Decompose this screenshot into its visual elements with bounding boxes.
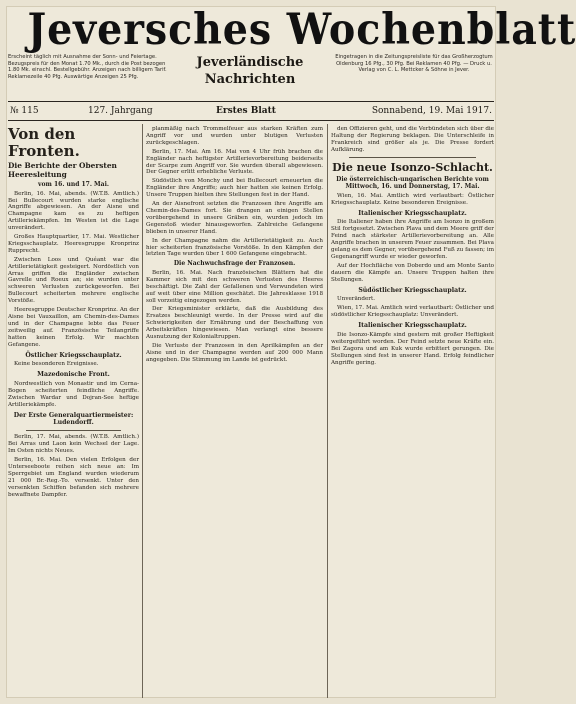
paragraph: In der Champagne nahm die Artillerietätigkeit zu. Auch hier scheiterten französische Vorstöße. In den Kämpfen der letzten Tage wurden über 1 600 Gefangene eingebracht. [146, 237, 323, 258]
section-heading: Südöstlicher Kriegsschauplatz. [358, 286, 467, 294]
divider [26, 430, 121, 431]
signature-line: Der Erste Generalquartiermeister: Ludendorff. [13, 411, 134, 427]
paragraph: Nordwestlich von Monastir und im Cerna-Bogen scheiterten feindliche Angriffe. Zwischen Wardar und Dojran-See heftige Artilleriekämpfe. [8, 381, 139, 408]
paragraph: Südöstlich von Monchy und bei Bullecourt erneuerten die Engländer ihre Angriffe; auch hier hatten sie keinen Erfolg. Unsere Truppen hielten ihre Stellungen fest in der Hand. [146, 178, 323, 199]
paragraph: Unverändert. [337, 296, 375, 303]
newspaper-page [6, 5, 576, 698]
masthead-subhead [8, 54, 494, 98]
paragraph: Heeresgruppe Deutscher Kronprinz. An der Aisne bei Vauxaillon, am Chemin-des-Dames und in der Champagne lebte das Feuer zeitweilig auf. Französische Teilangriffe hatten keinen Erfolg. Wir machten Gefangene. [8, 307, 139, 348]
paragraph: Auf der Hochfläche von Doberdo und am Monte Santo dauern die Kämpfe an. Unsere Truppen halten ihre Stellungen. [331, 262, 494, 283]
column-divider-1 [142, 124, 143, 698]
column-divider-2 [327, 124, 328, 698]
column-1 [8, 126, 139, 696]
paragraph: Keine besonderen Ereignisse. [14, 361, 99, 368]
column-2 [146, 126, 323, 696]
divider [349, 157, 476, 158]
paragraph: Berlin, 16. Mai, abends. (W.T.B. Amtlich.) Bei Bullecourt wurden starke englische Angriffe abgewiesen. An der Aisne und Champagne kam es zu heftigen Artilleriekämpfen. Im Westen ist die Lage unverändert. [8, 190, 139, 232]
paragraph: Wien, 16. Mai. Amtlich wird verlautbart: Östlicher Kriegsschauplatz. Keine besonderen Ereignisse. [331, 192, 494, 206]
paragraph: Großes Hauptquartier, 17. Mai. Westlicher Kriegsschauplatz. Heeresgruppe Kronprinz Rupprecht. [8, 234, 139, 254]
paragraph: Berlin, 16. Mai. Den vielen Erfolgen der Unterseeboote reihen sich neue an: Im Sperrgebiet um England wurden wiederum 21 000 Br.-Reg.-To. versenkt. Unter den versenkten Schiffen befanden sich mehrere bewaffnete Dampfer. [8, 456, 139, 498]
subscription-notice: Erscheint täglich mit Ausnahme der Sonn- und Feiertage. Bezugspreis für den Monat 1.70 Mk., durch die Post bezogen 1.80 Mk. einschl. Bestellgebühr. Anzeigen nach billigem Tarif. Reklamezeile 40 Pfg. Auswärtige Anzeigen 25 Pfg. [8, 54, 167, 80]
paragraph: Die Italiener haben ihre Angriffe am Isonzo in großem Stil fortgesetzt. Zwischen Plava und dem Meere griff der Feind nach stärkster Artillerievorbereitung an. Alle Angriffe brachen in unserem Feuer zusammen. Bei Plava gelang es dem Gegner, vorübergehend Fuß zu fassen; im Gegenangriff wurde er wieder geworfen. [331, 219, 494, 260]
masthead-divider-bottom [8, 120, 494, 121]
masthead-subtitle [184, 54, 316, 88]
column-3 [331, 126, 494, 696]
paragraph: An der Aisnefront setzten die Franzosen ihre Angriffe am Chemin-des-Dames fort. Sie drangen an einigen Stellen vorübergehend in unsere Gräben ein, wurden jedoch im Gegenstoß wieder hinausgeworfen. Zahlreiche Gefangene blieben in unserer Hand. [146, 201, 323, 235]
headline-fronts: Von den Fronten. [8, 125, 80, 160]
subhead-reports: Die österreichisch-ungarischen Berichte vom Mittwoch, 16. und Donnerstag, 17. Mai. [336, 175, 489, 191]
paragraph: Die Verluste der Franzosen in den Aprilkämpfen an der Aisne und in der Champagne werden auf 200 000 Mann angegeben. Die Stimmung im Lande ist gedrückt. [146, 342, 323, 363]
article-heading: Die Nachwuchsfrage der Franzosen. [173, 260, 296, 268]
issue-number: № 115 [10, 106, 39, 116]
headline-isonzo: Die neue Isonzo-Schlacht. [332, 160, 493, 174]
paragraph: Wien, 17. Mai. Amtlich wird verlautbart: Östlicher und südöstlicher Kriegsschauplatz: Unverändert. [331, 305, 494, 319]
paragraph: planmäßig nach Trommelfeuer aus starken Kräften zum Angriff vor und wurden unter blutigen Verlusten zurückgeschlagen. [146, 126, 323, 146]
masthead [8, 5, 576, 55]
paragraph: Berlin, 16. Mai. Nach französischen Blättern hat die Kammer sich mit den schweren Verlusten des Heeres beschäftigt. Die Zahl der Gefallenen und Verwundeten wird auf weit über eine Million geschätzt. Die Jahresklasse 1918 soll vorzeitig eingezogen werden. [146, 269, 323, 304]
section-heading: Italienischer Kriegsschauplatz. [358, 322, 467, 330]
issue-date: Sonnabend, 19. Mai 1917. [371, 106, 492, 116]
issue-info-bar [8, 103, 494, 119]
subtitle-line-2: Nachrichten [204, 72, 296, 87]
newspaper-title: Jeversches Wochenblatt [27, 5, 576, 55]
subhead-dates: vom 16. und 17. Mai. [38, 181, 109, 188]
section-heading: Italienischer Kriegsschauplatz. [358, 209, 467, 217]
volume-year: 127. Jahrgang [88, 106, 153, 116]
paragraph: Die Isonzo-Kämpfe sind gestern mit großer Heftigkeit weitergeführt worden. Der Feind setzte neue Kräfte ein. Bei Zagora und am Kuk wurde erbittert gerungen. Die Stellungen sind fest in unserer Hand. Erfolg feindlicher Angriffe gering. [331, 331, 494, 366]
section-heading: Östlicher Kriegsschauplatz. [25, 351, 122, 359]
masthead-divider-top [8, 101, 494, 102]
sheet-label: Erstes Blatt [216, 106, 276, 116]
paragraph: Berlin, 17. Mai. Am 16. Mai von 4 Uhr früh brachen die Engländer nach heftigster Artillerievorbereitung beiderseits der Scarpe zum Angriff vor. Sie wurden überall abgewiesen. Der Gegner erlitt erhebliche Verluste. [146, 148, 323, 176]
publisher-notice: Eingetragen in die Zeitungspreisliste für das Großherzogtum Oldenburg 16 Pfg., 30 Pfg. Bei Reklamen 40 Pfg. — Druck u. Verlag von C. L. Mettcker & Söhne in Jever. [335, 54, 493, 74]
section-heading: Mazedonische Front. [37, 371, 110, 379]
paragraph: Berlin, 17. Mai, abends. (W.T.B. Amtlich.) Bei Arras und Laon kein Wechsel der Lage. Im Osten nichts Neues. [8, 434, 139, 455]
paragraph: Zwischen Loos und Quéant war die Artillerietätigkeit gesteigert. Nordöstlich von Arras griffen die Engländer zwischen Gavrelle und Roeux an; sie wurden unter schweren Verlusten zurückgeworfen. Bei Bullecourt scheiterten mehrere englische Vorstöße. [8, 256, 139, 305]
paragraph: den Offizieren geht, und die Verbündeten sich über die Haltung der Regierung beklagen. Die Unterschleife in Frankreich sind größer als je. Die Presse fordert Aufklärung. [331, 126, 494, 153]
paragraph: Der Kriegsminister erklärte, daß die Ausbildung des Ersatzes beschleunigt werde. In der Presse wird auf die Schwierigkeiten der Ernährung und der Beschaffung von Arbeitskräften hingewiesen. Man verlangt eine bessere Ausnutzung der Kolonialtruppen. [146, 306, 323, 341]
subhead-reports: Die Berichte der Obersten Heeresleitung [8, 161, 117, 179]
subtitle-line-1: Jeverländische [196, 55, 304, 70]
